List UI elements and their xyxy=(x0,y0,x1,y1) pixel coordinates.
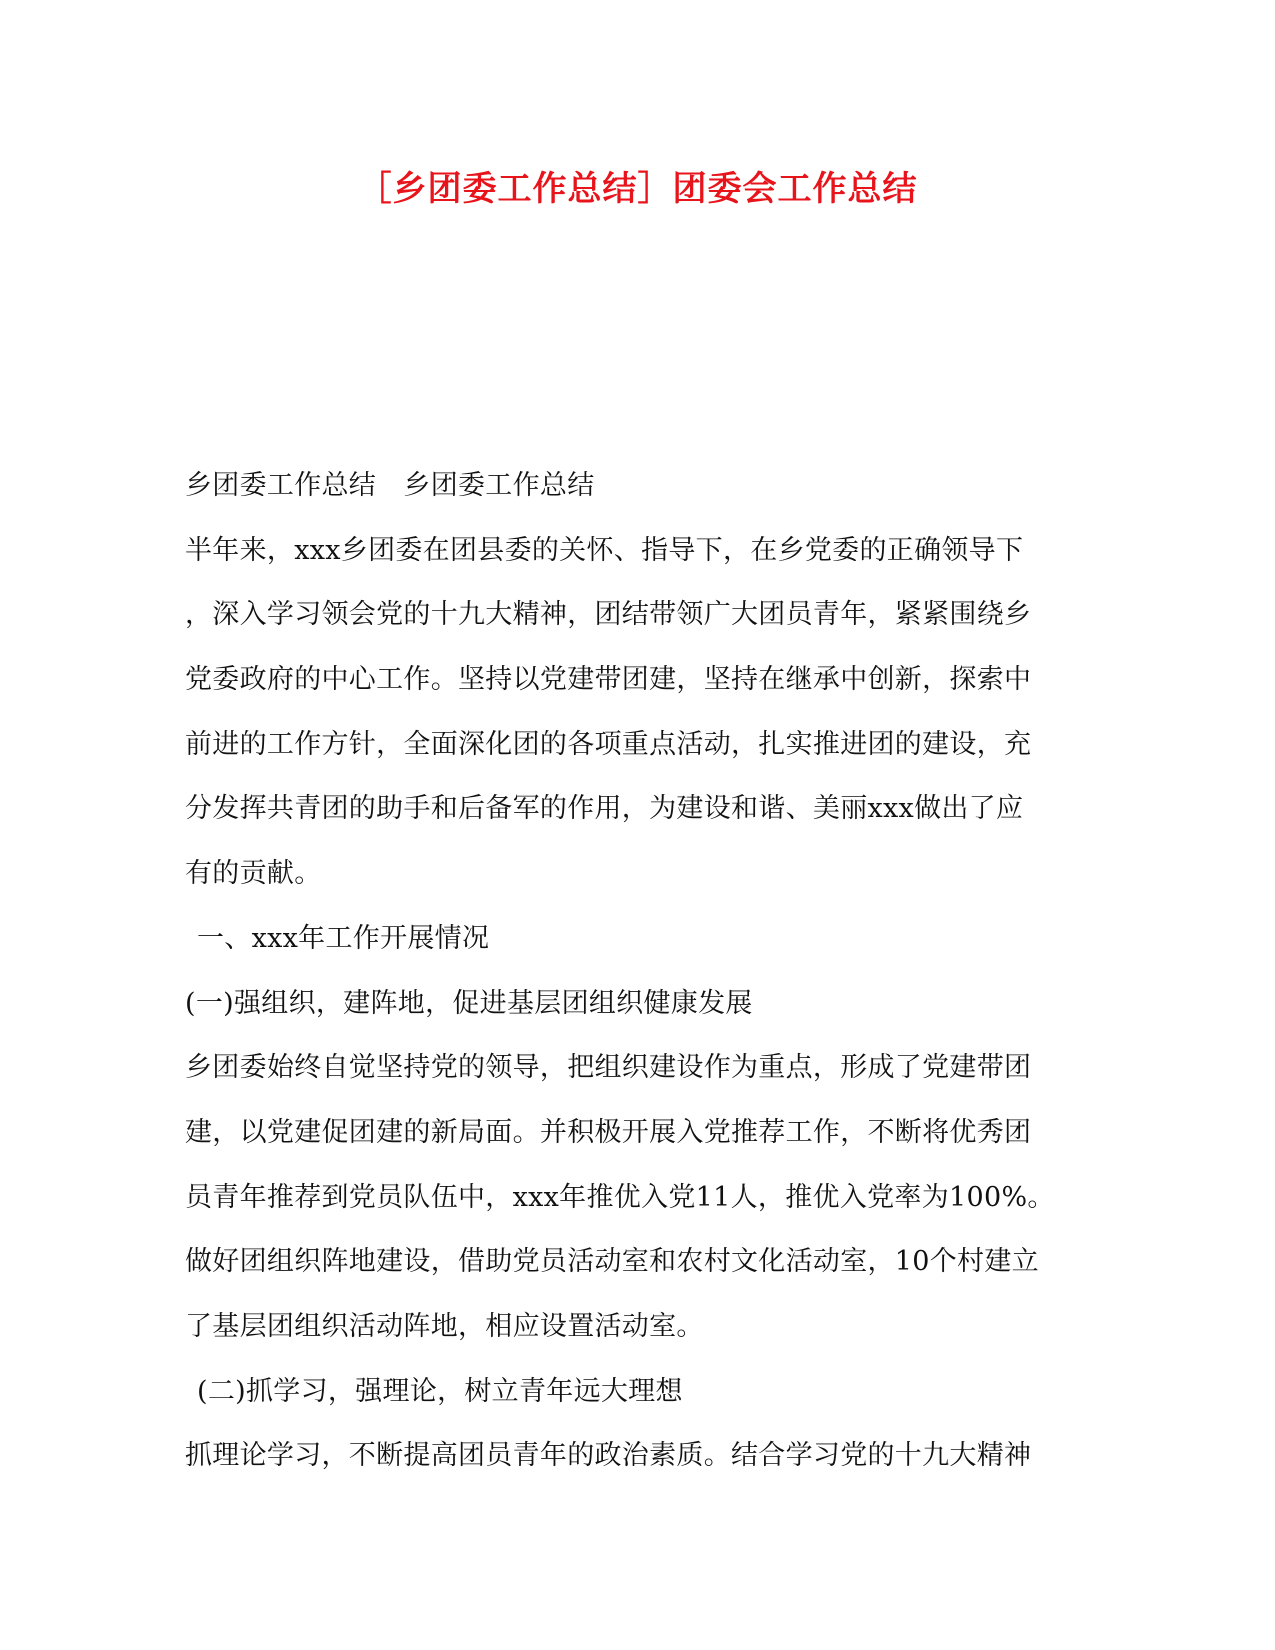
paragraph-line: 半年来，xxx乡团委在团县委的关怀、指导下，在乡党委的正确领导下 xyxy=(185,534,1024,566)
paragraph-line: 建，以党建促团建的新局面。并积极开展入党推荐工作，不断将优秀团 xyxy=(185,1116,1032,1148)
paragraph-line: 前进的工作方针，全面深化团的各项重点活动，扎实推进团的建设，充 xyxy=(185,728,1032,760)
paragraph-line: 分发挥共青团的助手和后备军的作用，为建设和谐、美丽xxx做出了应 xyxy=(185,793,1024,825)
paragraph-line: 做好团组织阵地建设，借助党员活动室和农村文化活动室，10个村建立 xyxy=(185,1246,1039,1278)
paragraph-line: 抓理论学习，不断提高团员青年的政治素质。结合学习党的十九大精神 xyxy=(185,1440,1032,1472)
subsection-heading: (二)抓学习，强理论，树立青年远大理想 xyxy=(197,1375,683,1407)
paragraph-line: 乡团委始终自觉坚持党的领导，把组织建设作为重点，形成了党建带团 xyxy=(185,1052,1032,1084)
subsection-heading: (一)强组织，建阵地，促进基层团组织健康发展 xyxy=(185,987,753,1019)
paragraph-line: 党委政府的中心工作。坚持以党建带团建，坚持在继承中创新，探索中 xyxy=(185,664,1032,696)
paragraph-line: 员青年推荐到党员队伍中，xxx年推优入党11人，推优入党率为100%。 xyxy=(185,1181,1055,1213)
heading-line: 乡团委工作总结 乡团委工作总结 xyxy=(185,470,595,501)
paragraph-line: 了基层团组织活动阵地，相应设置活动室。 xyxy=(185,1310,704,1342)
document-title: ［乡团委工作总结］团委会工作总结 xyxy=(357,169,918,209)
document-body xyxy=(185,470,1085,1505)
paragraph-line: ，深入学习领会党的十九大精神，团结带领广大团员青年，紧紧围绕乡 xyxy=(185,599,1032,631)
section-heading: 一、xxx年工作开展情况 xyxy=(197,922,490,954)
paragraph-line: 有的贡献。 xyxy=(185,858,322,890)
